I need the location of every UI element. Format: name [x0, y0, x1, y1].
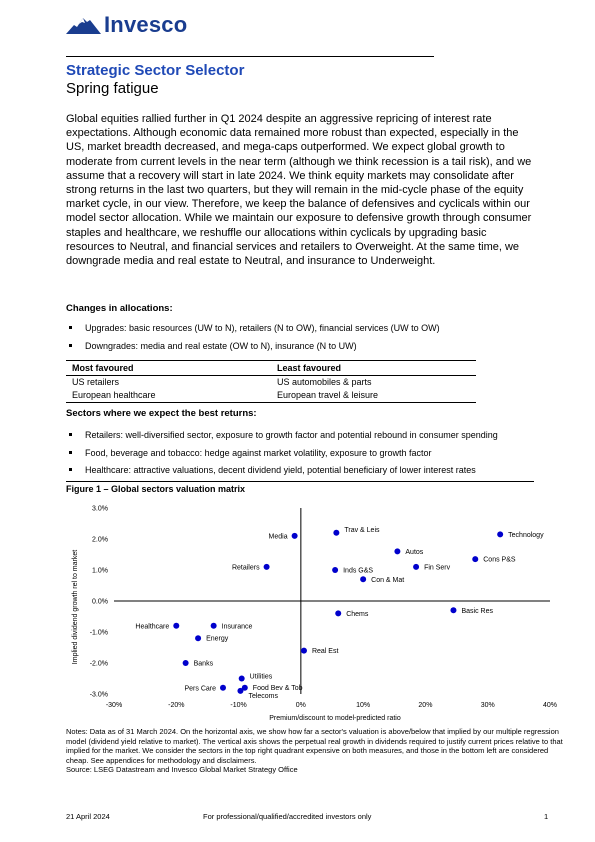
data-point-label: Telecoms [248, 692, 279, 700]
y-tick-label: -2.0% [89, 660, 108, 668]
y-tick-label: 2.0% [92, 536, 108, 544]
data-point-label: Chems [346, 610, 369, 618]
data-point-label: Cons P&S [483, 556, 516, 564]
footer-disclaimer: For professional/qualified/accredited investors only [203, 812, 372, 821]
figure-title: Figure 1 – Global sectors valuation matrix [66, 484, 246, 494]
y-tick-label: 1.0% [92, 567, 108, 575]
data-point [183, 660, 189, 666]
data-point [237, 688, 243, 694]
source-text: Source: LSEG Datastream and Invesco Global Market Strategy Office [66, 765, 298, 775]
list-item: Food, beverage and tobacco: hedge against market volatility, exposure to growth factor [66, 447, 556, 465]
data-point-label: Media [268, 533, 288, 541]
data-point-label: Inds G&S [343, 567, 374, 575]
data-point [195, 635, 201, 641]
y-tick-label: -3.0% [89, 691, 108, 699]
valuation-matrix-chart [66, 496, 566, 728]
data-point-label: Utilities [249, 673, 273, 681]
data-point-label: Autos [405, 548, 424, 556]
data-point-label: Banks [193, 660, 214, 668]
footer-date: 21 April 2024 [66, 812, 110, 821]
data-point [497, 531, 503, 537]
data-point-label: Pers Care [184, 685, 216, 693]
x-tick-label: 30% [480, 702, 495, 709]
y-tick-label: 0.0% [92, 598, 108, 606]
table-header: Most favoured [66, 361, 271, 376]
data-point [413, 564, 419, 570]
data-point-label: Food Bev & Tob [252, 684, 303, 692]
data-point-label: Trav & Leis [344, 526, 380, 534]
table-cell: US retailers [72, 377, 120, 387]
data-point [264, 564, 270, 570]
y-tick-label: 3.0% [92, 505, 108, 513]
data-point [220, 685, 226, 691]
y-axis-label: Implied dividend growth rel to market [72, 549, 79, 665]
x-tick-label: 10% [356, 702, 371, 709]
data-point [450, 607, 456, 613]
data-point [301, 648, 307, 654]
data-point-label: Technology [508, 531, 544, 539]
favoured-table [66, 360, 476, 403]
mountain-logo-icon [66, 14, 102, 36]
data-point [332, 567, 338, 573]
data-point [360, 576, 366, 582]
x-tick-label: 0% [295, 702, 306, 709]
list-item: Healthcare: attractive valuations, decent dividend yield, potential beneficiary of lower interest rates [66, 464, 556, 482]
report-subtitle: Spring fatigue [66, 80, 159, 97]
data-point-label: Fin Serv [424, 564, 451, 572]
figure-notes [66, 727, 566, 775]
list-item: Retailers: well-diversified sector, exposure to growth factor and potential rebound in consumer spending [66, 429, 556, 447]
list-item: Downgrades: media and real estate (OW to N), insurance (N to UW) [66, 340, 546, 358]
data-point-label: Con & Mat [371, 576, 405, 584]
data-point [239, 676, 245, 682]
table-cell: US automobiles & parts [277, 377, 372, 387]
changes-heading: Changes in allocations: [66, 303, 173, 314]
x-axis-label: Premium/discount to model-predicted ratio [269, 715, 401, 722]
header-rule [66, 56, 434, 57]
figure-rule [66, 481, 534, 482]
data-point [173, 623, 179, 629]
x-tick-label: 20% [418, 702, 433, 709]
notes-text: Notes: Data as of 31 March 2024. On the horizontal axis, we show how far a sector's valuation is above/below that implied by our multiple regression model (dividend yield relative to market). The vertical axis shows the perpetual real growth in dividends required to justify current prices relative to that implied for the market. We consider the sectors in the top right quadrant expensive on both measures, and those in the bottom left are considered cheap. See appendices for methodology and disclaimers. [66, 727, 563, 765]
page-number: 1 [544, 812, 549, 821]
x-tick-label: -10% [230, 702, 247, 709]
data-point [211, 623, 217, 629]
table-row [66, 389, 476, 403]
data-point-label: Real Est [311, 648, 339, 656]
invesco-logo [66, 12, 187, 38]
x-tick-label: -20% [168, 702, 185, 709]
data-point-label: Insurance [221, 623, 253, 631]
table-cell: European healthcare [66, 389, 271, 403]
report-title: Strategic Sector Selector [66, 62, 245, 79]
changes-list [66, 322, 546, 357]
data-point-label: Retailers [231, 564, 260, 572]
table-cell: European travel & leisure [271, 389, 476, 403]
data-point-label: Energy [206, 635, 229, 643]
data-point [292, 533, 298, 539]
x-tick-label: -30% [105, 702, 123, 709]
data-point [394, 548, 400, 554]
best-returns-list [66, 429, 556, 482]
y-tick-label: -1.0% [89, 629, 108, 637]
list-item: Upgrades: basic resources (UW to N), retailers (N to OW), financial services (UW to OW) [66, 322, 546, 340]
x-tick-label: 40% [542, 702, 558, 709]
data-point [333, 530, 339, 536]
data-point [472, 556, 478, 562]
data-point-label: Healthcare [135, 623, 170, 631]
brand-name: Invesco [104, 12, 188, 37]
table-header: Least favoured [271, 361, 476, 376]
data-point [335, 610, 341, 616]
best-returns-heading: Sectors where we expect the best returns: [66, 408, 257, 419]
intro-paragraph: Global equities rallied further in Q1 2024 despite an aggressive repricing of interest rate expectations. Although economic data remained more robust than expected, especially in the US, market breadth decreased, and mega-caps outperformed. We expect global growth to moderate from current levels in the near term (although we think recession is a tail risk), and we assume that a recovery will start in late 2024. We think equity markets may consolidate after strong returns in the last two quarters, but they will remain in the mid-cycle phase of the equity market cycle, in our view. Therefore, we keep the balance of defensives and cyclicals within our model sector allocation. While we maintain our exposure to defensive growth through consumer staples and healthcare, we reshuffle our allocations within cyclicals by upgrading basic resources to Neutral, and financial services and retailers to Overweight. At the same time, we downgrade media and real estate to Neutral, and insurance to Underweight. [66, 113, 532, 268]
data-point-label: Basic Res [461, 607, 493, 615]
table-row [66, 376, 476, 390]
